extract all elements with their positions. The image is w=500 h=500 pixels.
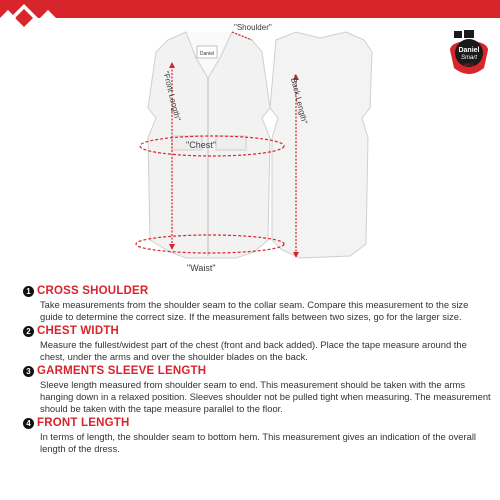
svg-text:MFG: MFG [464, 62, 474, 67]
back-vest [270, 32, 372, 258]
number-badge: 1 [23, 286, 34, 297]
section-title: GARMENTS SLEEVE LENGTH [37, 365, 207, 378]
number-badge: 3 [23, 366, 34, 377]
section-chest-width [24, 323, 494, 362]
label-front-length: "Front Length" [161, 70, 183, 122]
label-waist: "Waist" [187, 263, 216, 273]
svg-text:Smart: Smart [460, 55, 478, 61]
label-back-length: "Back Length" [288, 74, 310, 125]
label-chest: "Chest" [186, 140, 216, 150]
section-body: Take measurements from the shoulder seam to the collar seam. Compare this measurement to the size guide to determine the correct size. If the measurement falls between two sizes, go for the larger size. [40, 299, 469, 322]
section-front-length [24, 415, 494, 454]
top-red-band [0, 0, 500, 18]
svg-text:Daniel: Daniel [199, 51, 215, 57]
section-body: Measure the fullest/widest part of the chest (front and back added). Place the tape measure around the chest, under the arms and over the shoulder blades on the back. [40, 339, 467, 362]
label-shoulder: "Shoulder" [234, 23, 272, 32]
section-cross-shoulder [24, 283, 494, 322]
section-body: In terms of length, the shoulder seam to bottom hem. This measurement gives an indication of the overall length of the dress. [40, 431, 476, 454]
section-title: FRONT LENGTH [37, 417, 130, 430]
section-title: CROSS SHOULDER [37, 285, 149, 297]
vest-diagram [0, 18, 500, 280]
number-badge: 2 [23, 326, 34, 337]
section-title: CHEST WIDTH [37, 325, 120, 338]
svg-text:Daniel: Daniel [458, 47, 480, 54]
section-body: Sleeve length measured from shoulder seam to end. This measurement should be taken with the arms hanging down in a relaxed position. Sleeves shoulder not be pulled tight when measuring. The measurement should be taken with the tape measure parallel to the floor. [40, 379, 491, 414]
section-sleeve-length [24, 363, 494, 414]
measurement-instructions [24, 283, 494, 455]
number-badge: 4 [23, 418, 34, 429]
